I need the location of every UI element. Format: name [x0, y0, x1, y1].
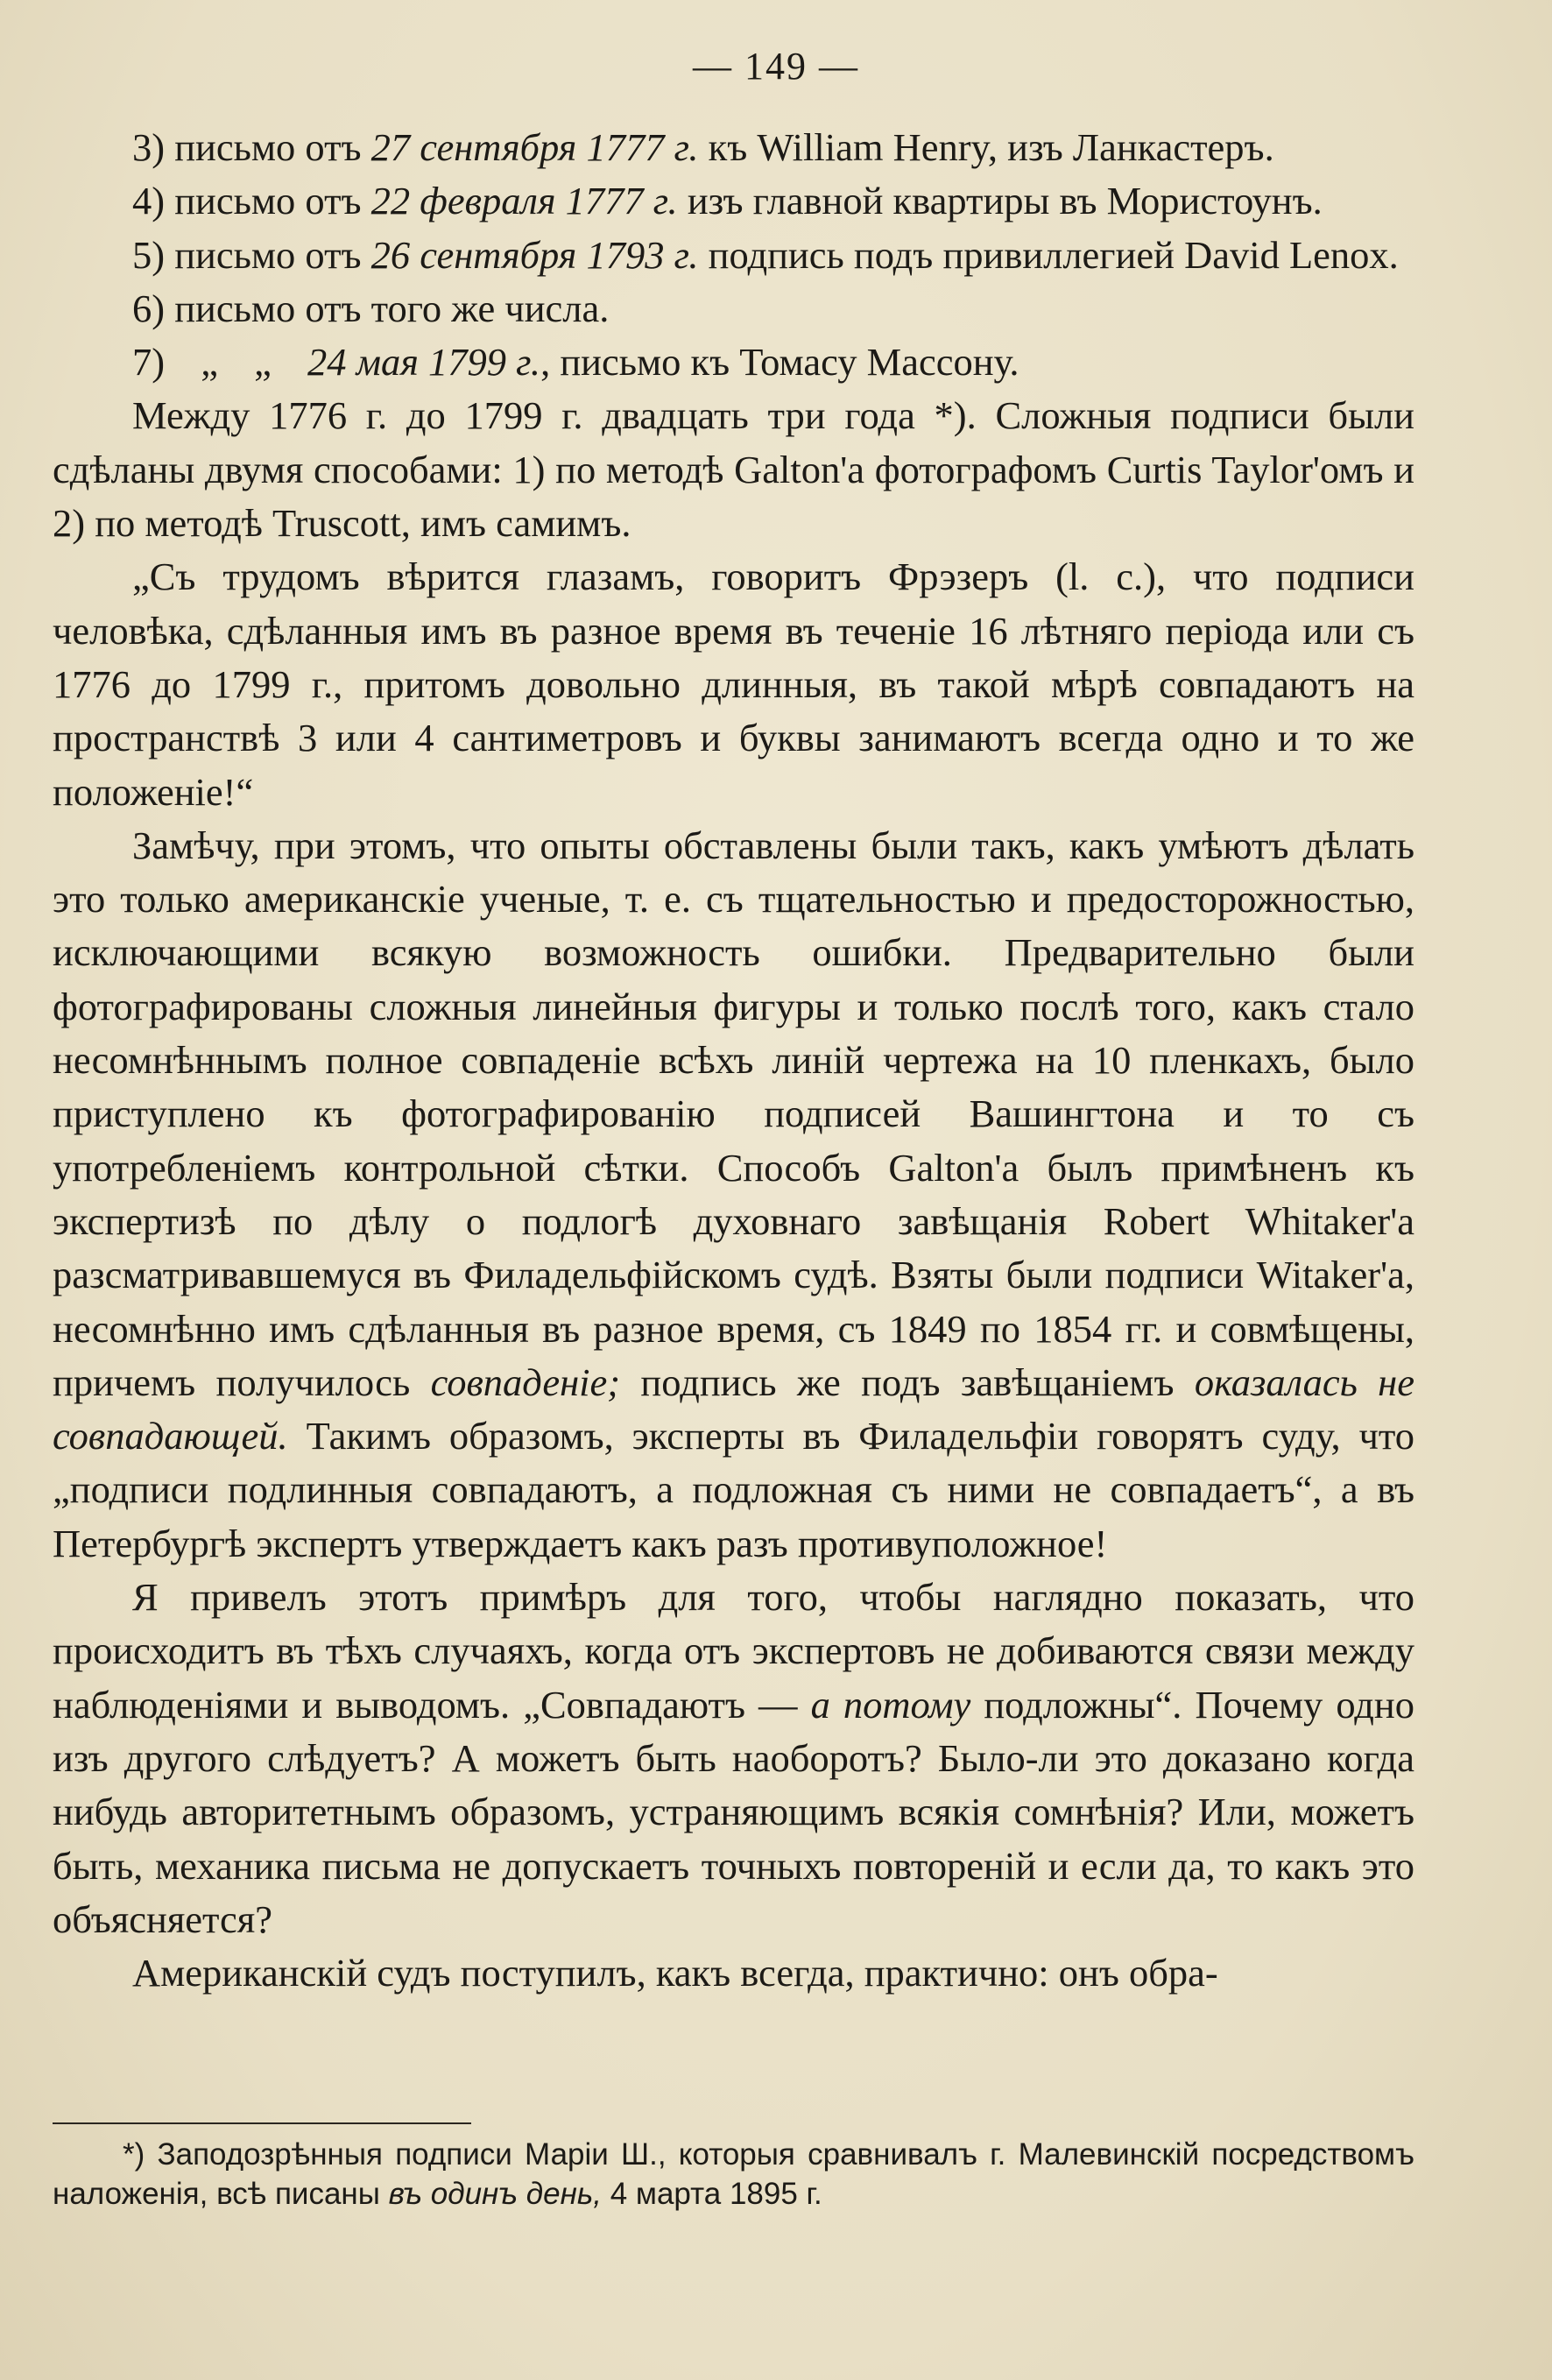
date-italic: 24 мая 1799 г.	[307, 340, 541, 385]
paragraph-frazer-quote: „Съ трудомъ вѣрится глазамъ, говоритъ Фрэзеръ (l. c.), что подписи человѣка, сдѣланныя имъ въ разное время въ теченіе 16 лѣтняго періода или съ 1776 до 1799 г., притомъ довольно длинныя, въ такой мѣрѣ совпадаютъ на пространствѣ 3 или 4 сантиметровъ и буквы занимаютъ всегда одно и то же положеніе!“	[53, 554, 1414, 814]
date-italic: 22 февраля 1777 г.	[370, 179, 678, 223]
list-item-6: 6) письмо отъ того же числа.	[132, 286, 610, 330]
paragraph-example: Я привелъ этотъ примѣръ для того, чтобы наглядно показать, что происходитъ въ тѣхъ случаяхъ, когда отъ экспертовъ не добиваются связи между наблюденіями и выводомъ. „Совпадаютъ — а потому подложны“. Почему одно изъ другого слѣдуетъ? А можетъ быть наоборотъ? Было-ли это доказано когда нибудь авторитетнымъ образомъ, устраняющимъ всякія сомнѣнія? Или, можетъ быть, механика письма не допускаетъ точныхъ повтореній и если да, то какъ это объясняется?	[53, 1575, 1414, 1941]
list-item-7: 7) „ „ 24 мая 1799 г., письмо къ Томасу Массону.	[132, 340, 1019, 385]
footnote-divider	[53, 2122, 471, 2124]
date-italic: 26 сентября 1793 г.	[370, 232, 699, 277]
main-text	[53, 121, 1414, 2000]
italic-emphasis: а потому	[810, 1682, 971, 1727]
list-item-3: 3) письмо отъ 27 сентября 1777 г. къ William Henry, изъ Ланкастеръ.	[132, 125, 1274, 169]
italic-emphasis: въ одинъ день,	[388, 2177, 602, 2211]
footnote: *) Заподозрѣнныя подписи Маріи Ш., которыя сравнивалъ г. Малевинскій посредствомъ наложенія, всѣ писаны въ одинъ день, 4 марта 1895 г.	[53, 2137, 1414, 2211]
paragraph-experiments: Замѣчу, при этомъ, что опыты обставлены были такъ, какъ умѣютъ дѣлать это только американскіе ученые, т. е. съ тщательностью и предосторожностью, исключающими всякую возможность ошибки. Предварительно были фотографированы сложныя линейныя фигуры и только послѣ того, какъ стало несомнѣннымъ полное совпаденіе всѣхъ линій чертежа на 10 пленкахъ, было приступлено къ фотографированію подписей Вашингтона и то съ употребленіемъ контрольной сѣтки. Способъ Galton'а былъ примѣненъ къ экспертизѣ по дѣлу о подлогѣ духовнаго завѣщанія Robert Whitaker'а разсматривавшемуся въ Филадельфійскомъ судѣ. Взяты были подписи Witaker'а, несомнѣнно имъ сдѣланныя въ разное время, съ 1849 по 1854 гг. и совмѣщены, причемъ получилось совпаденіе; подпись же подъ завѣщаніемъ оказалась не совпадающей. Такимъ образомъ, эксперты въ Филадельфіи говорятъ суду, что „подписи подлинныя совпадаютъ, а подложная съ ними не совпадаетъ“, а въ Петербургѣ экспертъ утверждаетъ какъ разъ противуположное!	[53, 823, 1414, 1565]
list-item-4: 4) письмо отъ 22 февраля 1777 г. изъ главной квартиры въ Мористоунъ.	[132, 179, 1323, 223]
italic-emphasis: оказалась не совпадающей.	[53, 1359, 1414, 1458]
italic-emphasis: совпаденіе;	[430, 1359, 621, 1404]
date-italic: 27 сентября 1777 г.	[370, 125, 699, 169]
page-number: — 149 —	[693, 45, 859, 88]
list-item-5: 5) письмо отъ 26 сентября 1793 г. подпись подъ привиллегией David Lenox.	[132, 232, 1399, 277]
paragraph-dates-span: Между 1776 г. до 1799 г. двадцать три года *). Сложныя подписи были сдѣланы двумя способами: 1) по методѣ Galton'а фотографомъ Curtis Taylor'омъ и 2) по методѣ Truscott, имъ самимъ.	[53, 393, 1414, 546]
paragraph-american-court: Американскій судъ поступилъ, какъ всегда, практично: онъ обра-	[132, 1951, 1218, 1995]
